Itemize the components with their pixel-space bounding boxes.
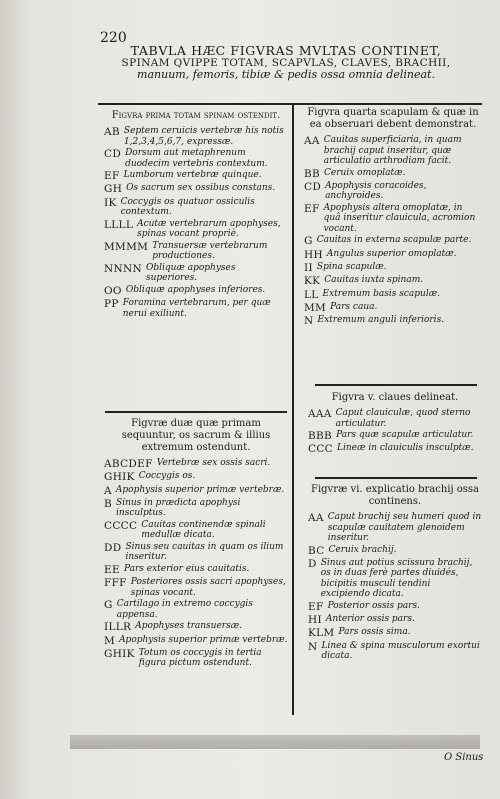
legend-entry bbox=[308, 558, 482, 600]
fig2-section bbox=[104, 418, 288, 670]
legend-key: II bbox=[304, 261, 313, 274]
legend-key: FFF bbox=[104, 577, 127, 590]
legend-key: PP bbox=[104, 298, 119, 311]
right-section-divider-2 bbox=[315, 477, 477, 479]
legend-key: AAA bbox=[308, 408, 332, 420]
fig1-section bbox=[104, 110, 288, 320]
legend-text: Angulus superior omoplatæ. bbox=[326, 248, 457, 259]
legend-entry bbox=[104, 219, 288, 240]
legend-text: Dorsum aut metaphrenum duodecim vertebris contextum. bbox=[125, 148, 268, 169]
top-rule bbox=[98, 103, 482, 105]
legend-key: BB bbox=[304, 167, 321, 180]
legend-text: Os sacrum sex ossibus constans. bbox=[126, 183, 276, 194]
legend-key: D bbox=[308, 557, 317, 570]
legend-entry bbox=[104, 126, 288, 147]
legend-key: HH bbox=[304, 248, 323, 261]
legend-text: Pars quæ scapulæ articulatur. bbox=[336, 430, 474, 441]
fig6-title: Figvræ vi. explicatio brachij ossa continens. bbox=[311, 484, 479, 507]
legend-text: Apophysis superior primæ vertebræ. bbox=[115, 484, 285, 495]
legend-entry bbox=[104, 648, 288, 669]
legend-text: Cauitas superficiaria, in quam brachij caput inseritur, quæ articulatio arthrodiam facit. bbox=[323, 135, 462, 167]
fig4-title: Figvra quarta scapulam & quæ in ea obseruari debent demonstrat. bbox=[307, 107, 479, 130]
legend-entry bbox=[308, 408, 482, 429]
legend-key: EF bbox=[304, 202, 320, 215]
legend-key: CD bbox=[304, 180, 322, 193]
legend-entry bbox=[104, 241, 288, 262]
legend-text: Linea & spina musculorum exortui dicata. bbox=[321, 640, 480, 662]
fig4-section bbox=[304, 107, 482, 328]
legend-text: Extremum anguli inferioris. bbox=[317, 315, 445, 326]
legend-key: GHIK bbox=[104, 471, 135, 484]
legend-entry bbox=[308, 545, 482, 557]
legend-entry bbox=[304, 181, 482, 202]
legend-entry bbox=[104, 148, 288, 169]
legend-entry bbox=[308, 601, 482, 613]
legend-text: Lineæ in clauiculis insculptæ. bbox=[337, 443, 474, 454]
legend-entry bbox=[308, 614, 482, 626]
header-line-1: TABVLA HÆC FIGVRAS MVLTAS CONTINET, bbox=[130, 43, 442, 58]
legend-text: Pars exterior eius cauitatis. bbox=[123, 563, 250, 574]
legend-entry bbox=[104, 577, 288, 598]
legend-key: B bbox=[104, 497, 113, 510]
left-section-divider bbox=[105, 411, 287, 413]
legend-key: EF bbox=[104, 170, 120, 183]
legend-text: Spina scapulæ. bbox=[316, 261, 387, 272]
legend-key: A bbox=[104, 484, 112, 497]
fig1-title: Figvra prima totam spinam ostendit. bbox=[111, 110, 281, 121]
fig1-entries bbox=[104, 126, 288, 319]
fig5-section bbox=[308, 392, 482, 457]
legend-entry bbox=[308, 627, 482, 639]
legend-key: KLM bbox=[308, 627, 335, 640]
legend-entry bbox=[104, 498, 288, 519]
legend-text: Cauitas in externa scapulæ parte. bbox=[316, 235, 472, 246]
legend-key: CCCC bbox=[104, 519, 138, 532]
legend-entry bbox=[304, 315, 482, 327]
legend-key: IK bbox=[104, 196, 117, 209]
legend-entry bbox=[304, 235, 482, 247]
fig2-entries bbox=[104, 458, 288, 669]
legend-text: Cauitas continendæ spinali medullæ dicata. bbox=[141, 519, 266, 541]
legend-text: Posterior ossis pars. bbox=[327, 600, 420, 611]
fig2-title: Figvræ duæ quæ primam sequuntur, os sacrum & illius extremum ostendunt. bbox=[121, 418, 271, 453]
legend-text: Septem ceruicis vertebræ his notis 1,2,3,4,5,6,7, expressæ. bbox=[123, 126, 284, 147]
legend-key: N bbox=[304, 315, 314, 328]
fig4-entries bbox=[304, 135, 482, 327]
legend-entry bbox=[104, 298, 288, 319]
legend-key: M bbox=[104, 634, 116, 647]
legend-key: ABCDEF bbox=[104, 458, 153, 470]
legend-entry bbox=[104, 197, 288, 218]
legend-text: Apophysis coracoides, anchyroides. bbox=[325, 180, 427, 202]
legend-key: CCC bbox=[308, 443, 334, 456]
legend-entry bbox=[104, 485, 288, 497]
legend-key: LL bbox=[304, 288, 319, 301]
legend-text: Coccygis os. bbox=[138, 471, 196, 482]
legend-key: OO bbox=[104, 284, 122, 297]
legend-key: G bbox=[304, 235, 313, 248]
page-bottom-shadow bbox=[70, 735, 480, 749]
legend-text: Sinus aut potius scissura brachij, os in duas ferè partes diuidés, bicipitis musculi tendini excipiendo dicata. bbox=[320, 557, 473, 600]
legend-text: Apophysis altera omoplatæ, in quâ inseritur clauicula, acromion vocant. bbox=[323, 202, 476, 234]
legend-text: Pars ossis sima. bbox=[338, 627, 411, 638]
legend-text: Sinus in prædicta apophysi insculptus. bbox=[116, 497, 241, 519]
fig6-entries bbox=[308, 512, 482, 662]
legend-key: AA bbox=[308, 512, 324, 524]
legend-entry bbox=[104, 285, 288, 297]
fig5-title: Figvra v. claues delineat. bbox=[331, 392, 459, 403]
legend-text: Totum os coccygis in tertia figura pictum ostendunt. bbox=[138, 647, 262, 669]
legend-text: Sinus seu cauitas in quam os ilium inseritur. bbox=[125, 541, 284, 563]
legend-key: LLLL bbox=[104, 218, 134, 231]
legend-key: DD bbox=[104, 541, 122, 554]
legend-key: BBB bbox=[308, 430, 333, 443]
legend-text: Coccygis os quatuor ossiculis contextum. bbox=[120, 196, 255, 218]
legend-text: Posteriores ossis sacri apophyses, spinas vocant. bbox=[130, 577, 286, 598]
legend-text: Pars caua. bbox=[330, 301, 378, 312]
legend-key: G bbox=[104, 599, 113, 612]
legend-text: Anterior ossis pars. bbox=[325, 614, 415, 625]
legend-entry bbox=[304, 289, 482, 301]
legend-key: BC bbox=[308, 544, 325, 557]
legend-entry bbox=[304, 203, 482, 235]
fig5-entries bbox=[308, 408, 482, 456]
legend-text: Ceruix brachij. bbox=[328, 544, 397, 555]
legend-key: ILLR bbox=[104, 621, 132, 634]
catchword: O Sinus bbox=[444, 752, 484, 763]
legend-entry bbox=[304, 302, 482, 314]
legend-text: Acutæ vertebrarum apophyses, spinas vocant propriè. bbox=[137, 218, 281, 240]
legend-key: GHIK bbox=[104, 647, 135, 660]
legend-entry bbox=[104, 520, 288, 541]
legend-text: Caput brachij seu humeri quod in scapulæ cauitatem glenoidem inseritur. bbox=[327, 512, 482, 544]
legend-entry bbox=[304, 262, 482, 274]
legend-entry bbox=[304, 249, 482, 261]
legend-key: AB bbox=[104, 126, 120, 138]
legend-entry bbox=[308, 641, 482, 662]
legend-key: KK bbox=[304, 275, 321, 288]
legend-text: Extremum basis scapulæ. bbox=[322, 288, 441, 299]
legend-entry bbox=[104, 635, 288, 647]
legend-text: Caput clauiculæ, quod sterno articulatur. bbox=[335, 408, 471, 429]
legend-entry bbox=[104, 564, 288, 576]
legend-entry bbox=[304, 135, 482, 167]
legend-entry bbox=[104, 170, 288, 182]
page-number: 220 bbox=[100, 30, 127, 46]
legend-entry bbox=[104, 599, 288, 620]
legend-text: Foramina vertebrarum, per quæ nerui exiliunt. bbox=[122, 298, 271, 319]
legend-text: Apophysis superior primæ vertebræ. bbox=[119, 634, 288, 645]
legend-key: AA bbox=[304, 135, 320, 147]
page-header bbox=[86, 44, 486, 81]
legend-text: Obliquæ apophyses inferiores. bbox=[125, 284, 266, 295]
legend-key: HI bbox=[308, 614, 322, 627]
legend-entry bbox=[308, 430, 482, 442]
legend-entry bbox=[104, 542, 288, 563]
legend-key: EF bbox=[308, 600, 324, 613]
legend-key: GH bbox=[104, 183, 123, 196]
legend-text: Cartilago in extremo coccygis appensa. bbox=[116, 599, 253, 620]
legend-key: NNNN bbox=[104, 262, 142, 275]
center-column-divider bbox=[292, 103, 294, 715]
legend-entry bbox=[104, 263, 288, 284]
legend-entry bbox=[104, 183, 288, 195]
legend-text: Lumborum vertebræ quinque. bbox=[123, 170, 262, 181]
legend-text: Ceruix omoplatæ. bbox=[324, 167, 406, 178]
legend-text: Transuersæ vertebrarum productiones. bbox=[152, 240, 268, 262]
legend-entry bbox=[308, 443, 482, 455]
right-section-divider-1 bbox=[315, 384, 477, 386]
legend-entry bbox=[304, 275, 482, 287]
legend-key: CD bbox=[104, 148, 122, 161]
legend-entry bbox=[104, 458, 288, 470]
legend-entry bbox=[308, 512, 482, 544]
legend-text: Vertebræ sex ossis sacri. bbox=[156, 458, 271, 468]
legend-key: MMMM bbox=[104, 240, 149, 253]
legend-text: Obliquæ apophyses superiores. bbox=[145, 262, 236, 284]
legend-key: MM bbox=[304, 301, 327, 314]
header-line-2: SPINAM QVIPPE TOTAM, SCAPVLAS, CLAVES, BRACHII, bbox=[121, 56, 451, 69]
fig6-section bbox=[308, 484, 482, 663]
legend-entry bbox=[104, 471, 288, 483]
legend-entry bbox=[304, 168, 482, 180]
legend-key: N bbox=[308, 640, 318, 653]
legend-text: Apophyses transuersæ. bbox=[135, 621, 243, 632]
header-line-3: manuum, femoris, tibiæ & pedis ossa omnia delineat. bbox=[137, 67, 435, 81]
legend-entry bbox=[104, 621, 288, 633]
legend-text: Cauitas iuxta spinam. bbox=[324, 275, 424, 286]
legend-key: EE bbox=[104, 563, 120, 576]
